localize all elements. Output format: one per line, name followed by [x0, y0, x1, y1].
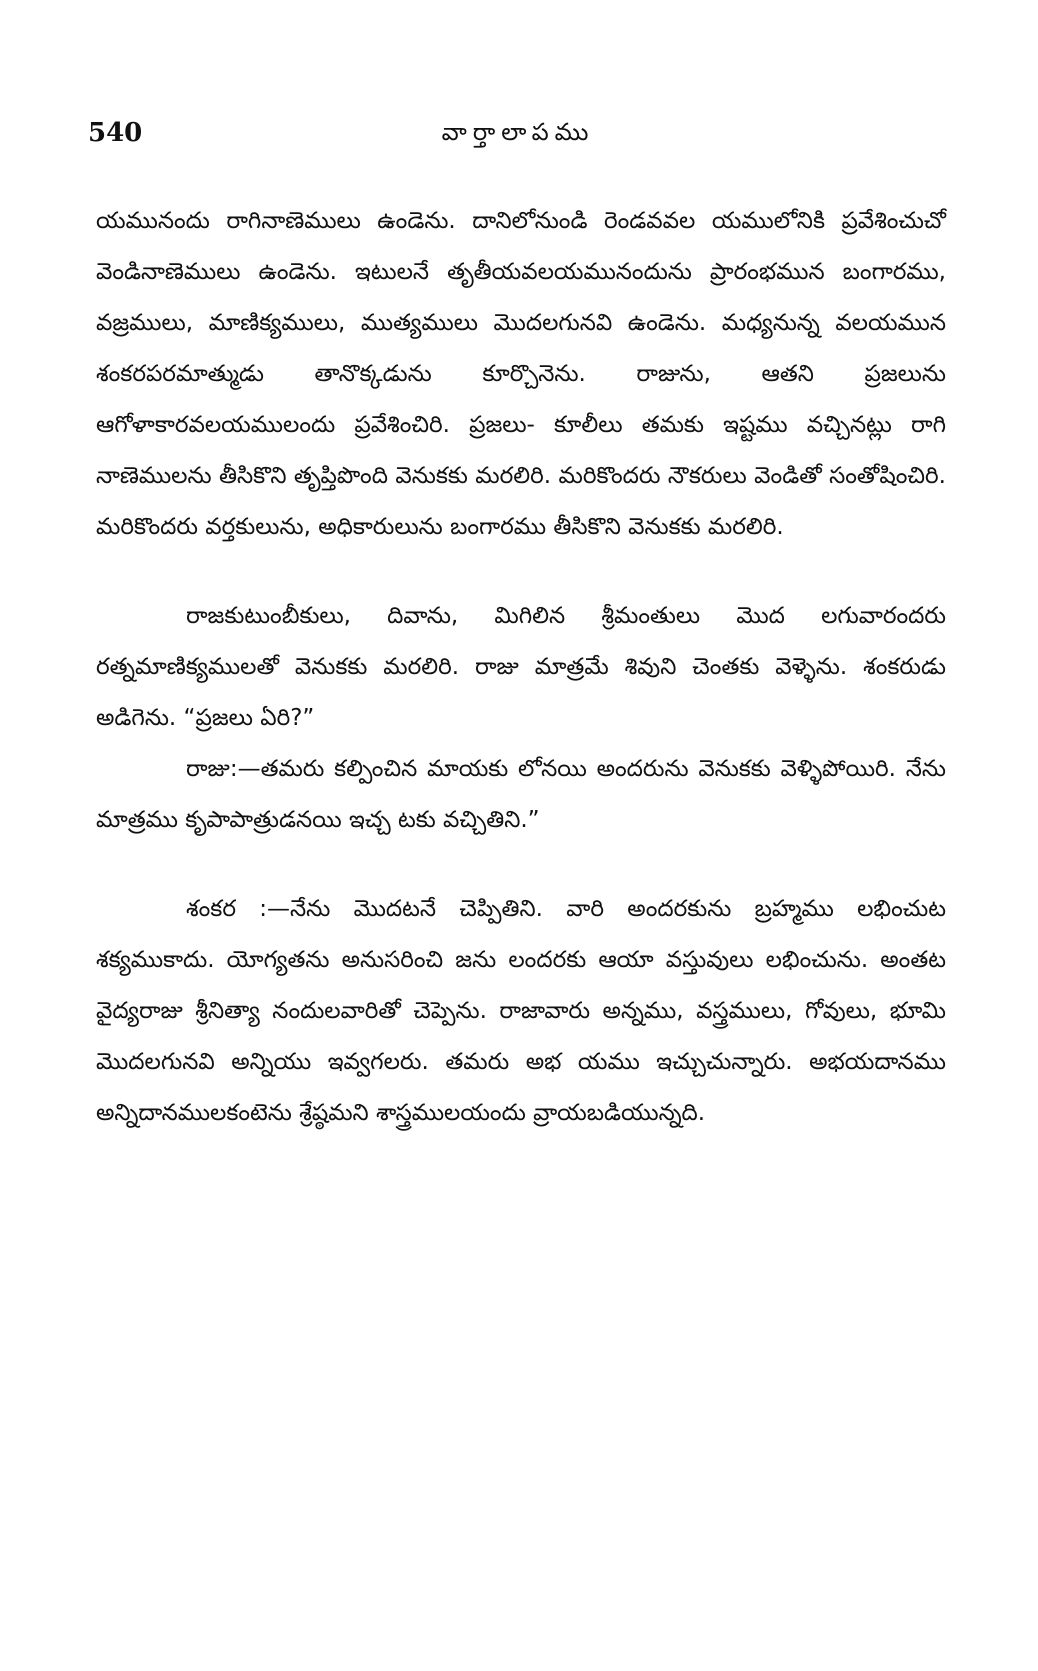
- paragraph-3-dialogue-raju: రాజు:—తమరు కల్పించిన మాయకు లోనయి అందరును వెనుకకు వెళ్ళిపోయిరి. నేను మాత్రము కృపాపాత్రుడనయి ఇచ్చ టకు వచ్చితిని.”: [96, 756, 946, 833]
- running-title: వార్తాలాపము: [441, 118, 595, 146]
- paragraph-2: రాజకుటుంబీకులు, దివాను, మిగిలిన శ్రీమంతులు మొద లగువారందరు రత్నమాణిక్యములతో వెనుకకు మరలిరి. రాజు మాత్రమే శివుని చెంతకు వెళ్ళెను. శంకరుడు అడిగెను. “ప్రజలు ఏరి?”: [96, 603, 946, 731]
- paragraph-gap: [96, 553, 946, 591]
- paragraph-1: యమునందు రాగినాణెములు ఉండెను. దానిలోనుండి రెండవవల యములోనికి ప్రవేశించుచో వెండినాణెములు ఉండెను. ఇటులనే తృతీయవలయమునందును ప్రారంభమున బంగారము, వజ్రములు, మాణిక్యములు, ముత్యములు మొదలగునవి ఉండెను. మధ్యనున్న వలయమున శంకరపరమాత్ముడు తానొక్కడును కూర్చొనెను. రాజును, ఆతని ప్రజలును ఆగోళాకారవలయములందు ప్రవేశించిరి. ప్రజలు- కూలీలు తమకు ఇష్టము వచ్చినట్లు రాగి నాణెములను తీసికొని తృప్తిపొంది వెనుకకు మరలిరి. మరికొందరు నౌకరులు వెండితో సంతోషించిరి. మరికొందరు వర్తకులును, అధికారులును బంగారము తీసికొని వెనుకకు మరలిరి.: [96, 208, 946, 540]
- paragraph-gap: [96, 846, 946, 884]
- body-text: [96, 196, 946, 1139]
- page-number: 540: [88, 118, 143, 148]
- paragraph-4-dialogue-shankara: శంకర :—నేను మొదటనే చెప్పితిని. వారి అందరకును బ్రహ్మము లభించుట శక్యముకాదు. యోగ్యతను అనుసరించి జను లందరకు ఆయా వస్తువులు లభించును. అంతట వైద్యరాజు శ్రీనిత్యా నందులవారితో చెప్పెను. రాజావారు అన్నము, వస్త్రములు, గోవులు, భూమి మొదలగునవి అన్నియు ఇవ్వగలరు. తమరు అభ యము ఇచ్చుచున్నారు. అభయదానము అన్నిదానములకంటెను శ్రేష్ఠమని శాస్త్రములయందు వ్రాయబడియున్నది.: [96, 896, 946, 1126]
- page-header: [88, 118, 948, 158]
